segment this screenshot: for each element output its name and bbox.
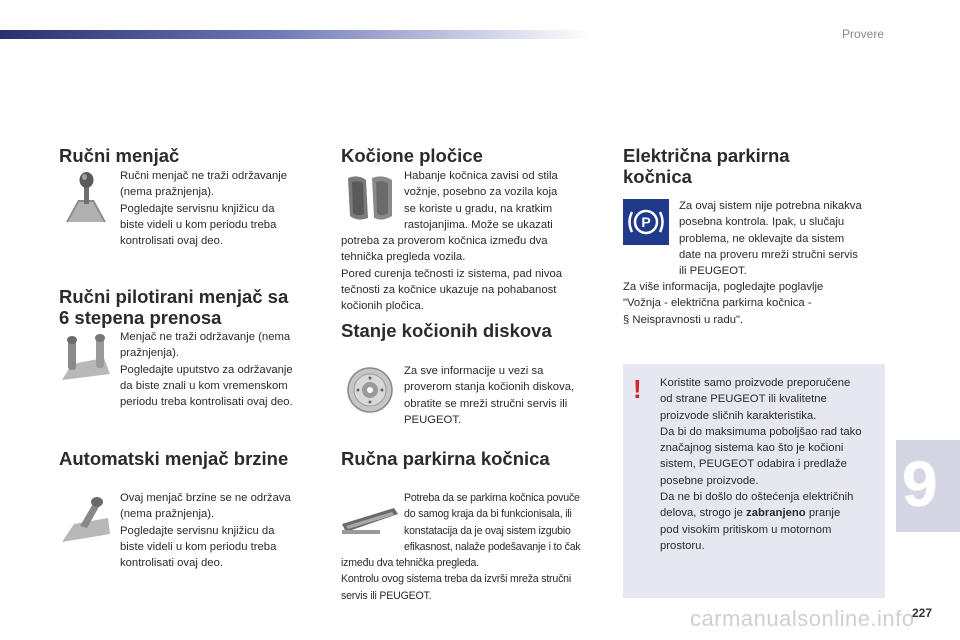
piloted-gear-selector-icon [60, 334, 112, 384]
heading-line: kočnica [623, 166, 692, 187]
heading-piloted-gearbox [59, 286, 288, 328]
heading-manual-gearbox: Ručni menjač [59, 145, 180, 166]
text-line: tečnosti za kočnice ukazuje na pohabanost [341, 283, 557, 296]
warning-exclamation-icon: ! [633, 374, 642, 404]
text-automatic-gearbox [120, 490, 291, 571]
text-line: posebne proizvode. [660, 474, 759, 487]
text-line: od strane PEUGEOT ili kvalitetne [660, 393, 827, 406]
text-line: da biste znali u kom vremenskom [120, 379, 288, 392]
text-line: biste videli u kom periodu treba [120, 218, 277, 231]
brake-pads-icon [344, 172, 398, 224]
heading-line: Ručni pilotirani menjač sa [59, 286, 289, 307]
text-line: sistem, PEUGEOT odabira i predlaže [660, 458, 847, 471]
text-line: (nema pražnjenja). [120, 508, 215, 521]
text-line: Potreba da se parkirna kočnica povuče [404, 492, 580, 504]
text-fragment: delova, strogo je [660, 507, 747, 520]
text-line: Pogledajte servisnu knjižicu da [120, 524, 275, 537]
text-line: se koriste u gradu, na kratkim [404, 202, 553, 215]
text-line: Pored curenja tečnosti iz sistema, pad nivoa [341, 267, 563, 280]
text-line: Da ne bi došlo do oštećenja električnih [660, 491, 854, 504]
automatic-gear-selector-icon [60, 496, 112, 546]
text-line: kontrolisati ovaj deo. [120, 557, 223, 570]
text-line: Koristite samo proizvode preporučene [660, 377, 851, 389]
text-line: biste videli u kom periodu treba [120, 540, 277, 553]
text-handbrake [404, 490, 581, 555]
text-line: problema, ne oklevajte da sistem [679, 232, 845, 245]
heading-line: 6 stepena prenosa [59, 307, 222, 328]
text-warning [660, 375, 862, 554]
text-line: Habanje kočnica zavisi od stila [404, 170, 558, 182]
page-number: 227 [912, 606, 933, 620]
handbrake-lever-icon [340, 502, 400, 536]
text-line: Ručni menjač ne traži održavanje [120, 170, 288, 182]
text-electric-parking-brake-continued [623, 279, 823, 328]
section-label: Provere [841, 27, 884, 41]
text-handbrake-continued [341, 555, 571, 604]
text-line: Ovaj menjač brzine se ne održava [120, 492, 291, 504]
text-line: Menjač ne traži održavanje (nema [120, 331, 291, 343]
text-line: do samog kraja da bi funkcionisala, ili [404, 508, 572, 521]
text-line: obratite se mreži stručni servis ili [404, 397, 568, 410]
text-brake-discs [404, 363, 574, 428]
text-brake-pads [404, 168, 558, 233]
text-line: posebna kontrola. Ipak, u slučaju [679, 216, 845, 229]
manual-gear-lever-icon [62, 170, 110, 226]
text-line: date na proveru mreži stručni servis [679, 248, 858, 261]
text-line: PEUGEOT. [404, 413, 462, 426]
heading-brake-pads: Kočione pločice [341, 145, 483, 166]
text-line: rastojanjima. Može se ukazati [404, 218, 553, 231]
text-line: "Vožnja - električna parkirna kočnica - [623, 297, 812, 310]
electric-parking-brake-letter: P [641, 214, 651, 230]
text-line: Kontrolu ovog sistema treba da izvrši mreža stručni [341, 573, 572, 586]
text-line: servis ili PEUGEOT. [341, 589, 432, 602]
chapter-number: 9 [902, 448, 938, 520]
text-electric-parking-brake [679, 198, 862, 279]
text-line: periodu treba kontrolisati ovaj deo. [120, 396, 293, 409]
heading-line: Električna parkirna [623, 145, 790, 166]
electric-parking-brake-icon [623, 199, 669, 245]
text-line: proverom stanja kočionih diskova, [404, 381, 575, 394]
text-piloted-gearbox [120, 329, 293, 410]
text-line: kontrolisati ovaj deo. [120, 235, 223, 248]
text-line: potreba za proverom kočnica između dva [341, 235, 548, 247]
text-line: vožnje, posebno za vozila koja [404, 186, 558, 199]
text-line: kočionih pločica. [341, 300, 424, 313]
text-line: efikasnost, nalaže podešavanje i to čak [404, 540, 581, 553]
text-brake-pads-continued [341, 233, 562, 314]
text-line: tehnička pregleda vozila. [341, 251, 466, 264]
text-line [660, 505, 862, 521]
text-fragment: pranje [805, 507, 841, 520]
text-line: prostoru. [660, 539, 705, 552]
header-gradient-bar [0, 30, 590, 39]
text-line: Da bi do maksimuma poboljšao rad tako [660, 425, 862, 438]
text-line: Pogledajte servisnu knjižicu da [120, 202, 275, 215]
heading-brake-discs: Stanje kočionih diskova [341, 320, 552, 341]
heading-automatic-gearbox: Automatski menjač brzine [59, 448, 289, 469]
text-line: § Neispravnosti u radu". [623, 313, 744, 326]
text-line: pod visokim pritiskom u motornom [660, 523, 832, 536]
text-manual-gearbox [120, 168, 287, 249]
text-line: (nema pražnjenja). [120, 186, 215, 199]
text-line: pražnjenja). [120, 347, 180, 360]
text-line: značajnog sistema kao što je kočioni [660, 442, 844, 455]
text-emphasis: zabranjeno [746, 507, 806, 520]
heading-electric-parking-brake [623, 145, 790, 187]
text-line: proizvode sličnih karakteristika. [660, 409, 817, 422]
text-line: između dva tehnička pregleda. [341, 557, 479, 569]
brake-disc-icon [346, 366, 394, 414]
text-line: Pogledajte uputstvo za održavanje [120, 363, 293, 376]
text-line: ili PEUGEOT. [679, 265, 747, 278]
watermark: carmanualsonline.info [690, 606, 915, 631]
heading-handbrake: Ručna parkirna kočnica [341, 448, 550, 469]
text-line: Za ovaj sistem nije potrebna nikakva [679, 200, 862, 212]
text-line: konstatacija da je ovaj sistem izgubio [404, 524, 571, 537]
text-line: Za više informacija, pogledajte poglavlje [623, 281, 824, 293]
text-line: Za sve informacije u vezi sa [404, 365, 544, 377]
